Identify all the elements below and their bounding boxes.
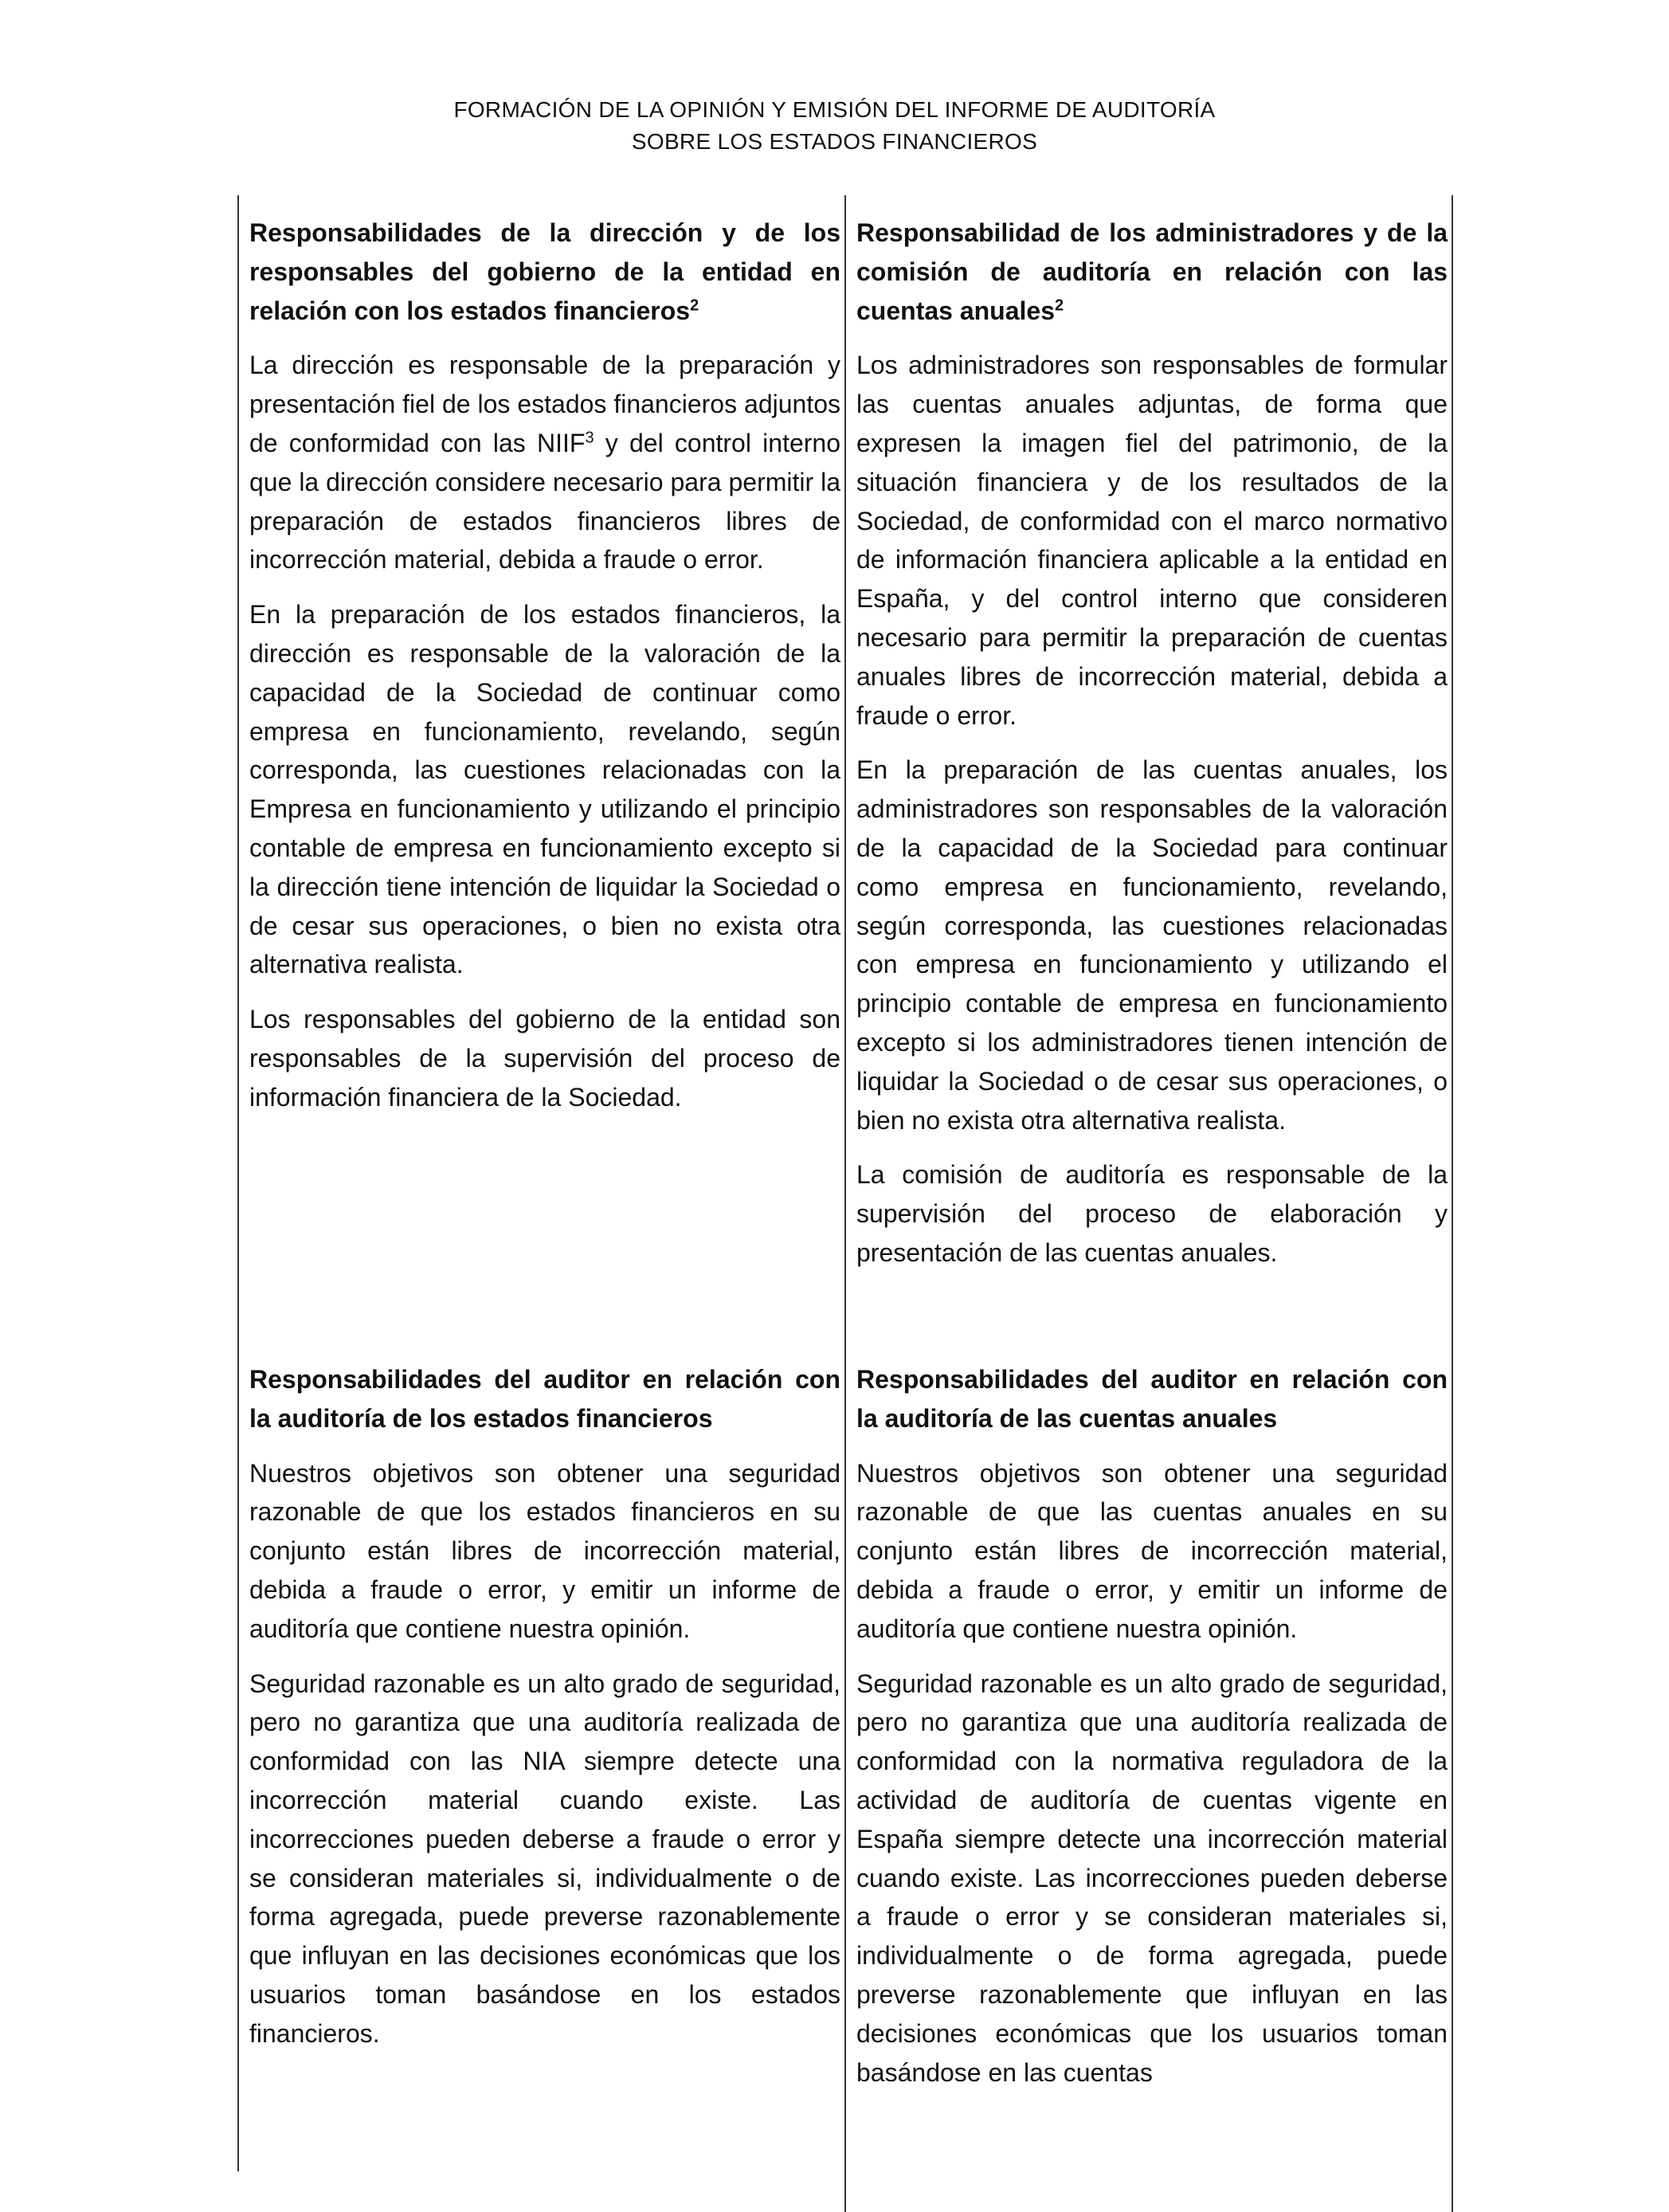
- page-header: [0, 94, 1669, 158]
- right-section-2: [856, 1360, 1448, 2092]
- header-line-2: SOBRE LOS ESTADOS FINANCIEROS: [631, 129, 1038, 154]
- right-section-1-paragraph-1: Los administradores son responsables de formular las cuentas anuales adjuntas, de forma que expresen la imagen fiel del patrimonio, de la situación financiera y de los resultados de la Sociedad, de conformidad con el marco normativo de información financiera aplicable a la entidad en España, y del control interno que consideren necesario para permitir la preparación de cuentas anuales libres de incorrección material, debida a fraude o error.: [856, 351, 1448, 730]
- right-section-2-paragraph-1: Nuestros objetivos son obtener una seguridad razonable de que las cuentas anuales en su conjunto están libres de incorrección material, debida a fraude o error, y emitir un informe de auditoría que contiene nuestra opinión.: [856, 1458, 1448, 1643]
- right-section-2-paragraph-2: Seguridad razonable es un alto grado de seguridad, pero no garantiza que una auditoría realizada de conformidad con la normativa reguladora de la actividad de auditoría de cuentas vigente en España siempre detecte una incorrección material cuando existe. Las incorrecciones pueden deberse a fraude o error y se consideran materiales si, individualmente o de forma agregada, puede preverse razonablemente que influyan en las decisiones económicas que los usuarios toman basándose en las cuentas: [856, 1669, 1448, 2087]
- right-section-1-title: [856, 214, 1448, 330]
- left-s1-p1-text-a: La dirección es responsable de la preparación y presentación fiel de los estados financieros adjuntos de conformidad con las NIIF: [249, 351, 840, 457]
- left-column: [249, 214, 840, 1117]
- left-section-1-title-text: Responsabilidades de la dirección y de los responsables del gobierno de la entidad en relación con los estados financieros: [249, 218, 840, 325]
- right-column: [856, 214, 1448, 1273]
- footnote-ref: 2: [1055, 296, 1064, 314]
- header-line-1: FORMACIÓN DE LA OPINIÓN Y EMISIÓN DEL INFORME DE AUDITORÍA: [453, 97, 1216, 122]
- right-section-1-paragraph-2: En la preparación de las cuentas anuales, los administradores son responsables de la valoración de la capacidad de la Sociedad para continuar como empresa en funcionamiento, revelando, según corresponda, las cuestiones relacionadas con empresa en funcionamiento y utilizando el principio contable de empresa en funcionamiento excepto si los administradores tienen intención de liquidar la Sociedad o de cesar sus operaciones, o bien no exista otra alternativa realista.: [856, 755, 1448, 1135]
- left-s1-p1-text-b: y del control interno que la dirección considere necesario para permitir la preparación de estados financieros libres de incorrección material, debida a fraude o error.: [249, 428, 840, 575]
- footnote-ref: 3: [585, 429, 594, 447]
- left-section-2: [249, 1360, 840, 2053]
- column-divider-middle: [844, 195, 846, 2212]
- column-divider-left: [237, 195, 239, 2171]
- right-section-1-title-text: Responsabilidad de los administradores y de la comisión de auditoría en relación con las cuentas anuales: [856, 218, 1448, 325]
- left-section-1-title: [249, 214, 840, 330]
- left-section-2-title: Responsabilidades del auditor en relación con la auditoría de los estados financieros: [249, 1365, 840, 1433]
- footnote-ref: 2: [690, 296, 699, 314]
- left-section-1-paragraph-1: [249, 346, 840, 579]
- right-section-1-paragraph-3: La comisión de auditoría es responsable de la supervisión del proceso de elaboración y presentación de las cuentas anuales.: [856, 1160, 1448, 1267]
- column-divider-right: [1452, 195, 1453, 2212]
- left-section-2-paragraph-1: Nuestros objetivos son obtener una seguridad razonable de que los estados financieros en su conjunto están libres de incorrección material, debida a fraude o error, y emitir un informe de auditoría que contiene nuestra opinión.: [249, 1458, 840, 1643]
- right-section-2-title: Responsabilidades del auditor en relación con la auditoría de las cuentas anuales: [856, 1365, 1448, 1433]
- left-section-1-paragraph-2: En la preparación de los estados financieros, la dirección es responsable de la valoración de la capacidad de la Sociedad de continuar como empresa en funcionamiento, revelando, según corresponda, las cuestiones relacionadas con la Empresa en funcionamiento y utilizando el principio contable de empresa en funcionamiento excepto si la dirección tiene intención de liquidar la Sociedad o de cesar sus operaciones, o bien no exista otra alternativa realista.: [249, 600, 840, 979]
- left-section-2-paragraph-2: Seguridad razonable es un alto grado de seguridad, pero no garantiza que una auditoría realizada de conformidad con las NIA siempre detecte una incorrección material cuando existe. Las incorrecciones pueden deberse a fraude o error y se consideran materiales si, individualmente o de forma agregada, puede preverse razonablemente que influyan en las decisiones económicas que los usuarios toman basándose en los estados financieros.: [249, 1669, 840, 2048]
- left-section-1-paragraph-3: Los responsables del gobierno de la entidad son responsables de la supervisión del proceso de información financiera de la Sociedad.: [249, 1005, 840, 1112]
